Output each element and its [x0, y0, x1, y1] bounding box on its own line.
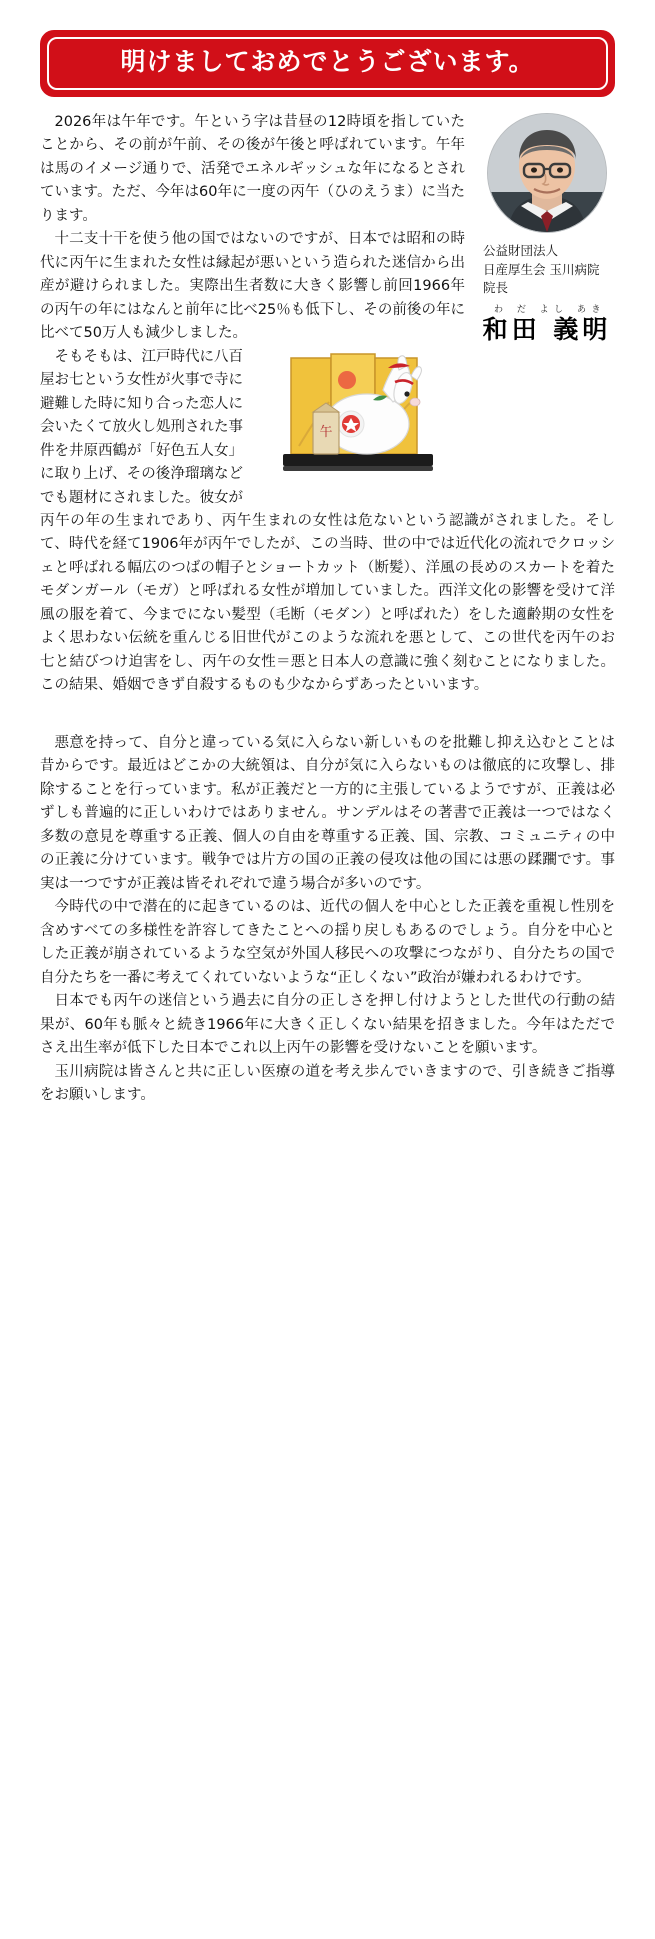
svg-text:午: 午: [319, 424, 333, 440]
portrait-photo-icon: [488, 114, 606, 232]
affiliation-line-3: 院長: [483, 280, 509, 296]
author-affiliation: [479, 242, 615, 298]
section-gap: [40, 698, 615, 732]
author-block: [479, 113, 615, 345]
paragraph: 悪意を持って、自分と違っている気に入らない新しいものを批難し抑え込むとことは昔からです。最近はどこかの大統領は、自分が気に入らないものは徹底的に攻撃し、排除することを行っています。私が正義だと一方的に主張しているようですが、正義は必ずしも普遍的に正しいわけではありません。サンデルはその著書で正義は一つではなく多数の意見を尊重する正義、個人の自由を尊重する正義、国、宗教、コミュニティの中の正義に分けています。戦争では片方の国の正義の侵攻は他の国には悪の蹂躙です。事実は一つですが正義は皆それぞれで違う場合が多いのです。: [40, 734, 615, 892]
title-banner-inner: [47, 37, 608, 90]
intro-section: [40, 111, 615, 698]
new-year-horse-ornament-illustration: [255, 350, 465, 482]
paragraph: 2026年は午年です。午という字は昔昼の12時頃を指していたことから、その前が午前、その後が午後と呼ばれています。午年は馬のイメージ通りで、活発でエネルギッシュな年になるとされています。ただ、今年は60年に一度の丙午（ひのえうま）に当たります。: [40, 113, 465, 224]
author-name-block: [479, 302, 615, 345]
second-section: [40, 732, 615, 1108]
paragraph: 玉川病院は皆さんと共に正しい医療の道を考え歩んでいきますので、引き続きご指導をお願いします。: [40, 1063, 615, 1104]
title-banner: [40, 30, 615, 97]
paragraph: 十二支十干を使う他の国ではないのですが、日本では昭和の時代に丙午に生まれた女性は縁起が悪いという造られた迷信から出産が避けられました。実際出生者数に大きく影響し前回1966年の丙午の年にはなんと前年に比べ25％も低下し、その前後の年に比べて50万人も減少しました。: [40, 231, 465, 342]
paragraph: 今時代の中で潜在的に起きているのは、近代の個人を中心とした正義を重視し性別を含めすべての多様性を許容してきたことへの揺り戻しもあるのでしょう。自分を中心とした正義が崩されているような空気が外国人移民への攻撃につながり、自分たちの国で自分たちを一番に考えてくれていないような“正しくない”政治が嫌われるわけです。: [40, 899, 615, 986]
paragraph: そもそもは、江戸時代に八百屋お七という女性が火事で寺に避難した時に知り合った恋人に会いたくて放火し処刑された事件を井原西鶴が「好色五人女」に取り上げ、その後浄瑠璃などでも題材にされました。彼女が丙午の年の生まれであり、丙午生まれの女性は危ないという認識がされました。そして、時代を経て1906年が丙午でしたが、この当時、世の中では近代化の流れでクロッシェと呼ばれる幅広のつばの帽子とショートカット（断髪）、洋風の長めのスカートを着たモダンガール（モガ）と呼ばれる女性が増加していました。西洋文化の影響を受けて洋風の服を着て、今までにない髪型（毛断（モダン）と呼ばれた）をした適齢期の女性をよく思わない伝統を重んじる旧世代がこのような流れを悪として、この世代を丙午のお七と結びつけ迫害をし、丙午の女性＝悪と日本人の意識に強く刻むことになりました。この結果、婚姻できず自殺するものも少なからずあったといいます。: [40, 348, 615, 694]
paragraph: 日本でも丙午の迷信という過去に自分の正しさを押し付けようとした世代の行動の結果が、60年も脈々と続き1966年に大きく正しくない結果を招きました。今年はただでさえ出生率が低下した日本でこれ以上丙午の影響を受けないことを願います。: [40, 993, 615, 1057]
author-name: 和田 義明: [482, 315, 612, 344]
affiliation-line-1: 公益財団法人: [483, 242, 559, 258]
author-furigana: わ だ よし あき: [493, 305, 607, 315]
page-title: 明けましておめでとうございます。: [120, 47, 535, 76]
affiliation-line-2: 日産厚生会 玉川病院: [483, 261, 600, 277]
horse-ornament-icon: [255, 350, 465, 482]
title-banner-wrapper: [40, 30, 615, 97]
avatar: [487, 113, 607, 233]
